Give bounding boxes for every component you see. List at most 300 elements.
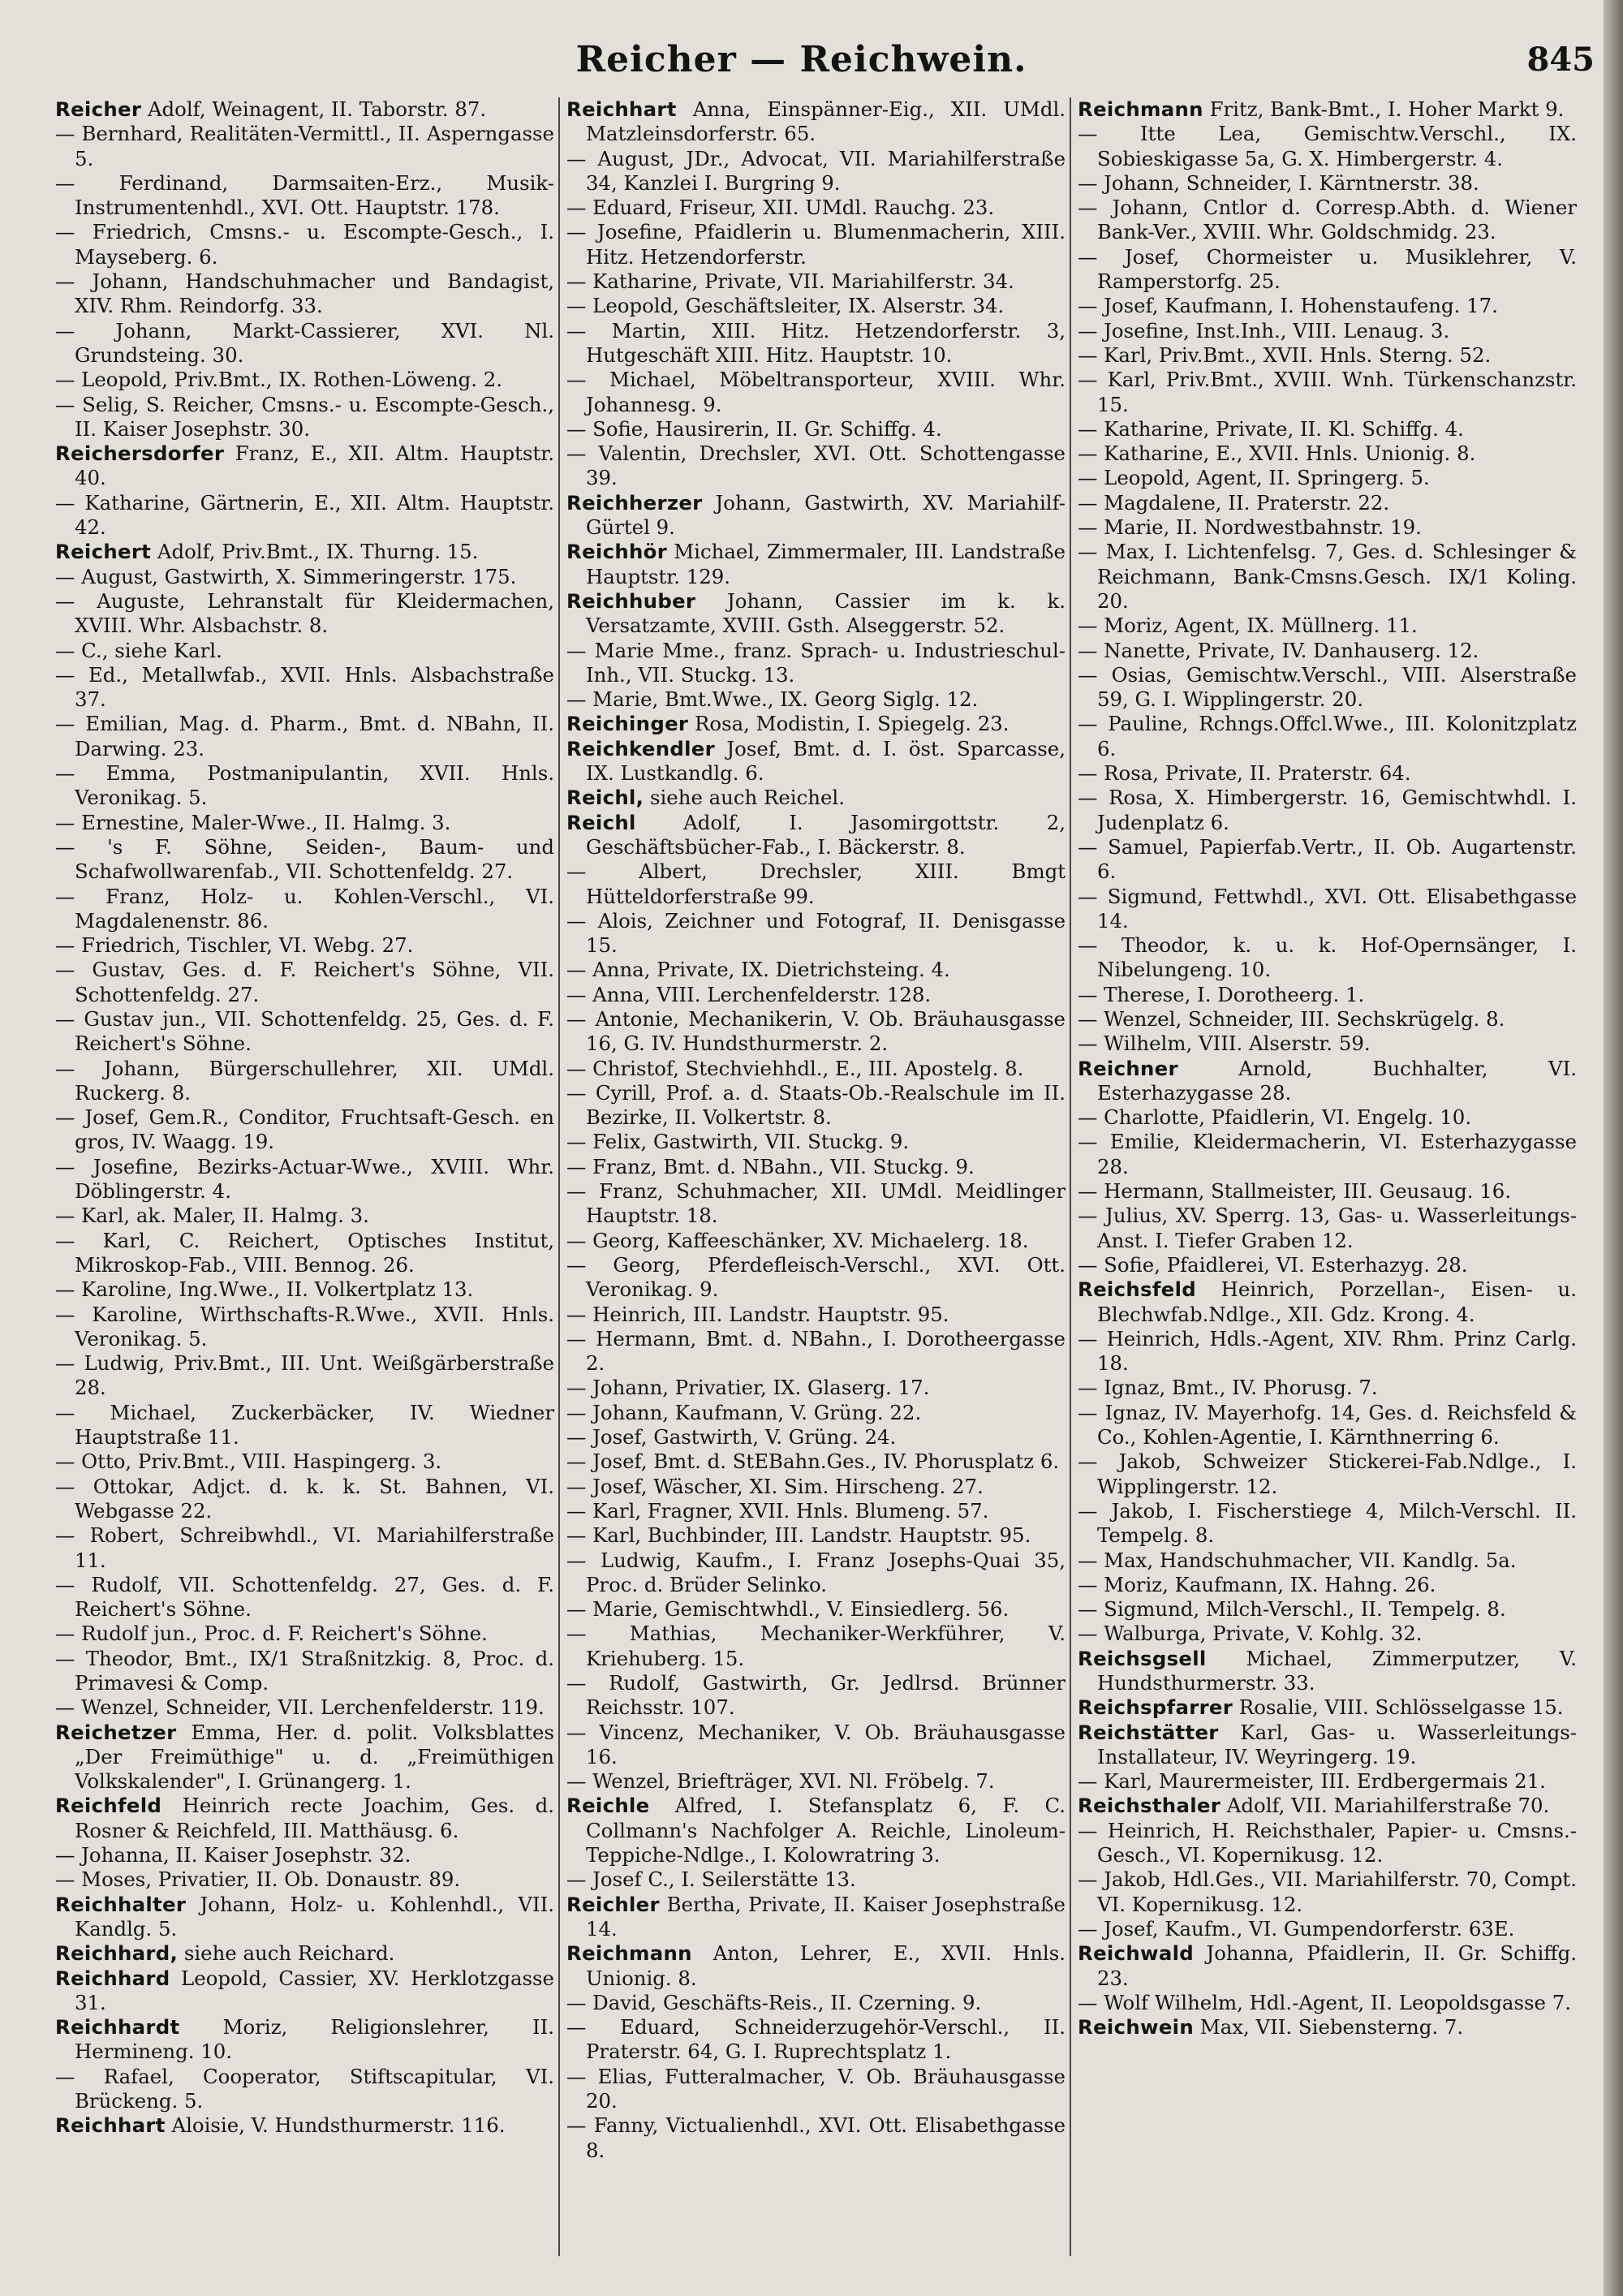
- entry-text: — Josefine, Inst.Inh., VIII. Lenaug. 3.: [1078, 318, 1450, 342]
- directory-entry: [1078, 614, 1577, 638]
- entry-text: — Johann, Schneider, I. Kärntnerstr. 38.: [1078, 170, 1479, 195]
- entry-text: — Katharine, E., XVII. Hnls. Unionig. 8.: [1078, 442, 1476, 466]
- entry-text: — Katharine, Private, VII. Mariahilferstr. 34.: [566, 269, 1014, 294]
- directory-entry: [1078, 294, 1577, 318]
- directory-entry: [566, 491, 1065, 541]
- entry-surname: Reichmann: [566, 1941, 692, 1966]
- entry-text: siehe auch Reichard.: [178, 1941, 395, 1966]
- entry-surname: Reichner: [1078, 1056, 1178, 1080]
- entry-text: — Samuel, Papierfab.Vertr., II. Ob. Augartenstr. 6.: [1078, 834, 1577, 884]
- directory-entry: [55, 2015, 554, 2065]
- entry-text: — Josefine, Pfaidlerin u. Blumenmacherin, XIII. Hitz. Hetzendorferstr.: [566, 220, 1065, 269]
- entry-text: — Johann, Kaufmann, V. Grüng. 22.: [566, 1400, 922, 1424]
- directory-entry: [1078, 417, 1577, 442]
- directory-columns: [55, 97, 1585, 2281]
- directory-entry: [1078, 319, 1577, 343]
- entry-surname: Reichkendler: [566, 736, 715, 760]
- directory-entry: [55, 1401, 554, 1450]
- entry-surname: Reichhuber: [566, 588, 696, 613]
- directory-entry: [1078, 1450, 1577, 1499]
- directory-entry: [1078, 171, 1577, 196]
- entry-text: — C., siehe Karl.: [55, 638, 222, 662]
- entry-text: — Otto, Priv.Bmt., VIII. Haspingerg. 3.: [55, 1450, 442, 1474]
- directory-entry: [566, 687, 1065, 712]
- directory-entry: [55, 269, 554, 319]
- entry-text: Adolf, Priv.Bmt., IX. Thurng. 15.: [151, 540, 479, 564]
- directory-entry: [55, 1721, 554, 1794]
- entry-text: — Rudolf jun., Proc. d. F. Reichert's Söhne.: [55, 1622, 488, 1646]
- entry-text: — Ludwig, Kaufm., I. Franz Josephs-Quai 35, Proc. d. Brüder Selinko.: [566, 1548, 1065, 1596]
- entry-text: — Josef, Kaufmann, I. Hohenstaufeng. 17.: [1078, 294, 1498, 318]
- directory-entry: [1078, 1573, 1577, 1597]
- entry-text: — Johann, Handschuhmacher und Bandagist, XIV. Rhm. Reindorfg. 33.: [55, 269, 554, 318]
- directory-entry: [566, 1327, 1065, 1376]
- entry-text: — Josefine, Bezirks-Actuar-Wwe., XVIII. Whr. Döblingerstr. 4.: [55, 1154, 554, 1204]
- entry-text: Rosalie, VIII. Schlösselgasse 15.: [1233, 1695, 1564, 1720]
- entry-text: — Wenzel, Schneider, III. Sechskrügelg. 8.: [1078, 1006, 1505, 1031]
- entry-text: — Josef, Gem.R., Conditor, Fruchtsaft-Gesch. en gros, IV. Waagg. 19.: [55, 1105, 554, 1154]
- entry-text: — Wolf Wilhelm, Hdl.-Agent, II. Leopoldsgasse 7.: [1078, 1990, 1571, 2014]
- entry-text: — Magdalene, II. Praterstr. 22.: [1078, 490, 1390, 515]
- directory-entry: [566, 1057, 1065, 1081]
- entry-surname: Reichersdorfer: [55, 442, 225, 466]
- entry-text: — Wenzel, Briefträger, XVI. Nl. Fröbelg. 7.: [566, 1769, 995, 1794]
- directory-entry: [1078, 491, 1577, 515]
- entry-text: — Ludwig, Priv.Bmt., III. Unt. Weißgärberstraße 28.: [55, 1351, 554, 1400]
- directory-entry: [55, 2113, 554, 2138]
- directory-entry: [55, 663, 554, 713]
- directory-entry: [55, 835, 554, 885]
- entry-text: — Moriz, Kaufmann, IX. Hahng. 26.: [1078, 1572, 1436, 1596]
- entry-text: — Karl, Priv.Bmt., XVII. Hnls. Sterng. 52.: [1078, 342, 1492, 367]
- entry-text: — Pauline, Rchngs.Offcl.Wwe., III. Kolonitzplatz 6.: [1078, 712, 1577, 760]
- directory-entry: [55, 1204, 554, 1228]
- entry-text: — Rosa, Private, II. Praterstr. 64.: [1078, 761, 1411, 786]
- entry-text: — Josef, Bmt. d. StEBahn.Ges., IV. Phorusplatz 6.: [566, 1450, 1060, 1474]
- directory-entry: [55, 2065, 554, 2114]
- entry-text: — Franz, Holz- u. Kohlen-Verschl., VI. Magdalenenstr. 86.: [55, 884, 554, 933]
- directory-entry: [566, 2015, 1065, 2065]
- entry-text: — Karoline, Ing.Wwe., II. Volkertplatz 13.: [55, 1277, 474, 1302]
- entry-text: — Johann, Cntlor d. Corresp.Abth. d. Wiener Bank-Ver., XVIII. Whr. Goldschmidg. 23.: [1078, 196, 1577, 244]
- directory-entry: [1078, 1695, 1577, 1720]
- directory-entry: [1078, 1597, 1577, 1622]
- entry-text: — Julius, XV. Sperrg. 13, Gas- u. Wasserleitungs-Anst. I. Tiefer Graben 12.: [1078, 1204, 1577, 1252]
- entry-text: — Sigmund, Milch-Verschl., II. Tempelg. 8.: [1078, 1597, 1506, 1622]
- directory-entry: [1078, 1057, 1577, 1106]
- directory-entry: [566, 589, 1065, 639]
- directory-entry: [1078, 1721, 1577, 1770]
- entry-text: — Sofie, Hausirerin, II. Gr. Schiffg. 4.: [566, 416, 942, 441]
- entry-surname: Reichhör: [566, 540, 668, 564]
- entry-text: — Moses, Privatier, II. Ob. Donaustr. 89.: [55, 1867, 461, 1892]
- entry-text: — Hermann, Bmt. d. NBahn., I. Dorotheergasse 2.: [566, 1326, 1065, 1376]
- entry-text: — Rafael, Cooperator, Stiftscapitular, VI. Brückeng. 5.: [55, 2064, 554, 2113]
- entry-text: — Josef, Kaufm., VI. Gumpendorferstr. 63E.: [1078, 1916, 1515, 1941]
- directory-entry: [1078, 1769, 1577, 1794]
- entry-text: — Heinrich, Hdls.-Agent, XIV. Rhm. Prinz Carlg. 18.: [1078, 1326, 1577, 1376]
- directory-entry: [55, 220, 554, 269]
- entry-surname: Reichler: [566, 1892, 660, 1916]
- directory-entry: [566, 1671, 1065, 1721]
- directory-entry: [1078, 933, 1577, 983]
- directory-entry: [566, 1007, 1065, 1057]
- directory-entry: [1078, 540, 1577, 614]
- directory-entry: [55, 1867, 554, 1892]
- column-1: [55, 97, 554, 2281]
- directory-entry: [55, 1155, 554, 1204]
- column-divider: [1070, 97, 1071, 2256]
- entry-text: — Georg, Kaffeeschänker, XV. Michaelerg. 18.: [566, 1228, 1029, 1252]
- directory-entry: [55, 639, 554, 663]
- directory-entry: [1078, 1499, 1577, 1549]
- entry-text: Adolf, Weinagent, II. Taborstr. 87.: [141, 97, 487, 121]
- directory-entry: [566, 712, 1065, 736]
- directory-entry: [1078, 2015, 1577, 2040]
- directory-entry: [566, 2113, 1065, 2163]
- entry-text: — Itte Lea, Gemischtw.Verschl., IX. Sobieskigasse 5a, G. X. Himbergerstr. 4.: [1078, 122, 1577, 170]
- directory-entry: [566, 1450, 1065, 1474]
- entry-text: — Josef, Gastwirth, V. Grüng. 24.: [566, 1425, 897, 1450]
- entry-text: — Karl, ak. Maler, II. Halmg. 3.: [55, 1204, 369, 1228]
- entry-surname: Reichsgsell: [1078, 1646, 1207, 1670]
- entry-text: Heinrich recte Joachim, Ges. d. Rosner & Reichfeld, III. Matthäusg. 6.: [75, 1794, 554, 1842]
- entry-text: — David, Geschäfts-Reis., II. Czerning. 9.: [566, 1990, 982, 2014]
- entry-text: — Heinrich, III. Landstr. Hauptstr. 95.: [566, 1302, 949, 1326]
- page-number: 845: [1526, 41, 1595, 79]
- directory-entry: [566, 1229, 1065, 1253]
- entry-text: Aloisie, V. Hundsthurmerstr. 116.: [165, 2113, 506, 2138]
- entry-text: — Ferdinand, Darmsaiten-Erz., Musik-Instrumentenhdl., XVI. Ott. Hauptstr. 178.: [55, 170, 554, 220]
- entry-text: — 's F. Söhne, Seiden-, Baum- und Schafwollwarenfab., VII. Schottenfeldg. 27.: [55, 834, 554, 884]
- entry-text: Bertha, Private, II. Kaiser Josephstraße 14.: [586, 1892, 1065, 1941]
- entry-text: — Osias, Gemischtw.Verschl., VIII. Alserstraße 59, G. I. Wipplingerstr. 20.: [1078, 662, 1577, 712]
- directory-entry: [1078, 515, 1577, 540]
- directory-entry: [566, 269, 1065, 294]
- page-header: [0, 39, 1603, 88]
- entry-text: — Friedrich, Cmsns.- u. Escompte-Gesch., I. Mayseberg. 6.: [55, 220, 554, 269]
- entry-text: — Anna, Private, IX. Dietrichsteing. 4.: [566, 958, 950, 982]
- directory-entry: [55, 319, 554, 368]
- directory-entry: [566, 1376, 1065, 1400]
- entry-surname: Reichwald: [1078, 1941, 1195, 1966]
- directory-entry: [55, 1450, 554, 1474]
- page-edge: [1604, 0, 1623, 2296]
- entry-text: Karl, Gas- u. Wasserleitungs-Installateur, IV. Weyringerg. 19.: [1097, 1720, 1577, 1768]
- entry-surname: Reichhard: [55, 1966, 170, 1990]
- entry-text: — Vincenz, Mechaniker, V. Ob. Bräuhausgasse 16.: [566, 1720, 1065, 1768]
- entry-text: — Hermann, Stallmeister, III. Geusaug. 16.: [1078, 1179, 1512, 1204]
- directory-entry: [566, 909, 1065, 958]
- entry-surname: Reichhart: [566, 97, 677, 121]
- entry-text: — Jakob, Hdl.Ges., VII. Mariahilferstr. 70, Compt. VI. Kopernikusg. 12.: [1078, 1867, 1577, 1916]
- directory-entry: [1078, 1401, 1577, 1450]
- entry-text: — Emilian, Mag. d. Pharm., Bmt. d. NBahn, II. Darwing. 23.: [55, 712, 554, 760]
- entry-text: — Eduard, Friseur, XII. UMdl. Rauchg. 23.: [566, 196, 995, 220]
- directory-entry: [1078, 639, 1577, 663]
- entry-surname: Reichmann: [1078, 97, 1203, 121]
- directory-entry: [55, 1277, 554, 1302]
- entry-text: — Valentin, Drechsler, XVI. Ott. Schottengasse 39.: [566, 442, 1065, 490]
- entry-text: — Bernhard, Realitäten-Vermittl., II. Asperngasse 5.: [55, 122, 554, 170]
- entry-text: — Leopold, Priv.Bmt., IX. Rothen-Löweng. 2.: [55, 368, 503, 392]
- directory-entry: [55, 540, 554, 564]
- entry-text: — Mathias, Mechaniker-Werkführer, V. Kriehuberg. 15.: [566, 1622, 1065, 1670]
- directory-entry: [1078, 1917, 1577, 1941]
- directory-entry: [55, 1475, 554, 1524]
- directory-entry: [1078, 1794, 1577, 1818]
- directory-entry: [566, 1499, 1065, 1523]
- entry-text: — Karl, Priv.Bmt., XVIII. Wnh. Türkenschanzstr. 15.: [1078, 368, 1577, 416]
- entry-text: Johanna, Pfaidlerin, II. Gr. Schiffg. 23.: [1097, 1941, 1577, 1990]
- directory-entry: [566, 417, 1065, 442]
- entry-text: — Jakob, Schweizer Stickerei-Fab.Ndlge., I. Wipplingerstr. 12.: [1078, 1450, 1577, 1498]
- directory-entry: [566, 1303, 1065, 1327]
- directory-entry: [55, 761, 554, 811]
- directory-entry: [55, 1007, 554, 1057]
- entry-surname: Reichl,: [566, 786, 644, 810]
- entry-surname: Reichhalter: [55, 1892, 187, 1916]
- directory-entry: [566, 1622, 1065, 1671]
- entry-surname: Reichfeld: [55, 1794, 162, 1818]
- directory-entry: [1078, 1867, 1577, 1917]
- entry-text: — Sofie, Pfaidlerei, VI. Esterhazyg. 28.: [1078, 1252, 1468, 1277]
- entry-text: — Max, Handschuhmacher, VII. Kandlg. 5a.: [1078, 1548, 1517, 1572]
- directory-entry: [1078, 442, 1577, 466]
- directory-entry: [566, 540, 1065, 589]
- entry-text: — Karl, Maurermeister, III. Erdbergermais 21.: [1078, 1769, 1546, 1794]
- directory-entry: [55, 1893, 554, 1942]
- directory-entry: [55, 1843, 554, 1867]
- directory-entry: [55, 97, 554, 122]
- entry-text: — Karl, Buchbinder, III. Landstr. Hauptstr. 95.: [566, 1523, 1031, 1548]
- directory-entry: [1078, 368, 1577, 417]
- directory-entry: [55, 1794, 554, 1843]
- directory-entry: [1078, 1647, 1577, 1696]
- entry-surname: Reichl: [566, 810, 636, 834]
- entry-text: — Sigmund, Fettwhdl., XVI. Ott. Elisabethgasse 14.: [1078, 884, 1577, 933]
- entry-text: — Emilie, Kleidermacherin, VI. Esterhazygasse 28.: [1078, 1130, 1577, 1178]
- entry-text: — Georg, Pferdefleisch-Verschl., XVI. Ott. Veronikag. 9.: [566, 1252, 1065, 1302]
- entry-text: — Friedrich, Tischler, VI. Webg. 27.: [55, 933, 414, 958]
- directory-entry: [566, 859, 1065, 909]
- entry-text: Adolf, VII. Mariahilferstraße 70.: [1220, 1794, 1550, 1818]
- directory-entry: [55, 1647, 554, 1696]
- running-head: Reicher — Reichwein.: [575, 39, 1027, 80]
- entry-surname: Reichhard,: [55, 1941, 179, 1966]
- directory-entry: [566, 442, 1065, 491]
- entry-text: — Josef, Wäscher, XI. Sim. Hirscheng. 27.: [566, 1474, 984, 1498]
- directory-entry: [1078, 245, 1577, 295]
- directory-entry: [566, 1523, 1065, 1548]
- directory-entry: [566, 1794, 1065, 1867]
- directory-entry: [55, 1695, 554, 1720]
- directory-entry: [566, 1769, 1065, 1794]
- directory-entry: [1078, 122, 1577, 171]
- entry-text: — Franz, Bmt. d. NBahn., VII. Stuckg. 9.: [566, 1154, 975, 1178]
- entry-text: — Johann, Markt-Cassierer, XVI. Nl. Grundsteing. 30.: [55, 318, 554, 367]
- entry-text: — Katharine, Gärtnerin, E., XII. Altm. Hauptstr. 42.: [55, 490, 554, 540]
- entry-surname: Reichinger: [566, 712, 689, 736]
- entry-text: — Jakob, I. Fischerstiege 4, Milch-Verschl. II. Tempelg. 8.: [1078, 1498, 1577, 1548]
- entry-text: — Walburga, Private, V. Kohlg. 32.: [1078, 1622, 1423, 1646]
- directory-entry: [566, 147, 1065, 196]
- entry-text: Heinrich, Porzellan-, Eisen- u. Blechwfab.Ndlge., XII. Gdz. Krong. 4.: [1097, 1277, 1577, 1326]
- directory-entry: [55, 1622, 554, 1646]
- directory-entry: [1078, 761, 1577, 786]
- entry-text: — Johanna, II. Kaiser Josephstr. 32.: [55, 1843, 411, 1867]
- entry-text: — Selig, S. Reicher, Cmsns.- u. Escompte-Gesch., II. Kaiser Josephstr. 30.: [55, 392, 554, 441]
- directory-entry: [55, 1057, 554, 1106]
- entry-text: — Therese, I. Dorotheerg. 1.: [1078, 982, 1365, 1006]
- directory-entry: [55, 1523, 554, 1573]
- directory-entry: [1078, 1253, 1577, 1277]
- entry-text: — Albert, Drechsler, XIII. Bmgt Hütteldorferstraße 99.: [566, 859, 1065, 908]
- entry-text: Anton, Lehrer, E., XVII. Hnls. Unionig. 8.: [586, 1941, 1065, 1990]
- entry-text: — Marie, Bmt.Wwe., IX. Georg Siglg. 12.: [566, 687, 979, 712]
- entry-text: — Elias, Futteralmacher, V. Ob. Bräuhausgasse 20.: [566, 2064, 1065, 2113]
- directory-entry: [55, 171, 554, 221]
- directory-entry: [566, 639, 1065, 688]
- entry-surname: Reichhardt: [55, 2015, 180, 2040]
- directory-entry: [566, 1401, 1065, 1425]
- directory-entry: [55, 1941, 554, 1966]
- directory-entry: [1078, 97, 1577, 122]
- entry-text: — Auguste, Lehranstalt für Kleidermachen, XVIII. Whr. Alsbachstr. 8.: [55, 588, 554, 638]
- entry-text: — Ignaz, IV. Mayerhofg. 14, Ges. d. Reichsfeld & Co., Kohlen-Agentie, I. Kärnthnerring 6.: [1078, 1400, 1577, 1450]
- entry-text: — Nanette, Private, IV. Danhauserg. 12.: [1078, 638, 1479, 662]
- directory-entry: [55, 1966, 554, 2016]
- directory-entry: [1078, 786, 1577, 835]
- entry-surname: Reichle: [566, 1794, 650, 1818]
- directory-entry: [55, 491, 554, 541]
- directory-entry: [1078, 1277, 1577, 1327]
- entry-text: — Johann, Bürgerschullehrer, XII. UMdl. Ruckerg. 8.: [55, 1056, 554, 1105]
- directory-entry: [566, 1130, 1065, 1154]
- directory-entry: [55, 933, 554, 958]
- directory-entry: [55, 442, 554, 491]
- entry-text: Michael, Zimmerputzer, V. Hundsthurmerstr. 33.: [1097, 1646, 1577, 1695]
- directory-entry: [1078, 1622, 1577, 1646]
- entry-text: — Heinrich, H. Reichsthaler, Papier- u. Cmsns.-Gesch., VI. Kopernikusg. 12.: [1078, 1818, 1577, 1867]
- entry-text: — Theodor, Bmt., IX/1 Straßnitzkig. 8, Proc. d. Primavesi & Comp.: [55, 1646, 554, 1695]
- entry-surname: Reichert: [55, 540, 152, 564]
- directory-entry: [55, 712, 554, 761]
- directory-entry: [55, 885, 554, 934]
- entry-text: siehe auch Reichel.: [644, 786, 845, 810]
- directory-entry: [1078, 196, 1577, 245]
- directory-entry: [566, 1597, 1065, 1622]
- entry-text: — Marie Mme., franz. Sprach- u. Industrieschul-Inh., VII. Stuckg. 13.: [566, 638, 1065, 687]
- entry-surname: Reichsthaler: [1078, 1794, 1221, 1818]
- directory-entry: [566, 811, 1065, 860]
- directory-entry: [1078, 1007, 1577, 1032]
- entry-surname: Reichherzer: [566, 490, 703, 515]
- directory-entry: [566, 1179, 1065, 1229]
- directory-entry: [55, 122, 554, 171]
- entry-text: Emma, Her. d. polit. Volksblattes „Der Freimüthige" u. d. „Freimüthigen Volkskalender", I. Grünangerg. 1.: [75, 1720, 554, 1794]
- entry-text: — Karl, C. Reichert, Optisches Institut, Mikroskop-Fab., VIII. Bennog. 26.: [55, 1228, 554, 1277]
- entry-text: Rosa, Modistin, I. Spiegelg. 23.: [688, 712, 1010, 736]
- directory-entry: [566, 1941, 1065, 1991]
- entry-text: Adolf, I. Jasomirgottstr. 2, Geschäftsbücher-Fab., I. Bäckerstr. 8.: [586, 810, 1065, 859]
- directory-entry: [55, 958, 554, 1007]
- directory-entry: [1078, 1204, 1577, 1253]
- entry-text: — Marie, II. Nordwestbahnstr. 19.: [1078, 515, 1422, 540]
- entry-text: Johann, Holz- u. Kohlenhdl., VII. Kandlg. 5.: [75, 1892, 554, 1941]
- entry-text: — Ed., Metallwfab., XVII. Hnls. Alsbachstraße 37.: [55, 662, 554, 712]
- directory-entry: [55, 1573, 554, 1622]
- entry-surname: Reichsfeld: [1078, 1277, 1196, 1302]
- directory-entry: [55, 393, 554, 442]
- entry-text: — Katharine, Private, II. Kl. Schiffg. 4.: [1078, 416, 1464, 441]
- entry-text: Max, VII. Siebensterng. 7.: [1194, 2015, 1464, 2040]
- directory-entry: [1078, 835, 1577, 885]
- entry-text: — Marie, Gemischtwhdl., V. Einsiedlerg. 56.: [566, 1597, 1010, 1622]
- directory-entry: [55, 589, 554, 639]
- directory-entry: [566, 1867, 1065, 1892]
- entry-surname: Reichspfarrer: [1078, 1695, 1233, 1720]
- entry-text: — Martin, XIII. Hitz. Hetzendorferstr. 3, Hutgeschäft XIII. Hitz. Hauptstr. 10.: [566, 318, 1065, 367]
- entry-text: — Leopold, Agent, II. Springerg. 5.: [1078, 466, 1430, 490]
- directory-entry: [55, 565, 554, 589]
- entry-text: — Eduard, Schneiderzugehör-Verschl., II. Praterstr. 64, G. I. Ruprechtsplatz 1.: [566, 2015, 1065, 2064]
- directory-entry: [55, 368, 554, 392]
- directory-entry: [1078, 885, 1577, 934]
- directory-entry: [566, 1425, 1065, 1450]
- entry-text: — Franz, Schuhmacher, XII. UMdl. Meidlinger Hauptstr. 18.: [566, 1179, 1065, 1228]
- directory-entry: [1078, 663, 1577, 713]
- entry-text: — Rudolf, VII. Schottenfeldg. 27, Ges. d. F. Reichert's Söhne.: [55, 1572, 554, 1622]
- directory-entry: [566, 319, 1065, 368]
- directory-entry: [566, 1081, 1065, 1131]
- entry-text: — Johann, Privatier, IX. Glaserg. 17.: [566, 1376, 930, 1400]
- entry-text: — Gustav jun., VII. Schottenfeldg. 25, Ges. d. F. Reichert's Söhne.: [55, 1006, 554, 1056]
- directory-entry: [566, 958, 1065, 982]
- entry-text: Moriz, Religionslehrer, II. Hermineng. 10.: [75, 2015, 554, 2064]
- entry-text: — Cyrill, Prof. a. d. Staats-Ob.-Realschule im II. Bezirke, II. Volkertstr. 8.: [566, 1080, 1065, 1130]
- directory-entry: [566, 196, 1065, 220]
- entry-surname: Reichwein: [1078, 2015, 1195, 2040]
- entry-text: — Christof, Stechviehhdl., E., III. Apostelg. 8.: [566, 1056, 1024, 1080]
- entry-text: — August, Gastwirth, X. Simmeringerstr. 175.: [55, 564, 517, 588]
- entry-text: — Max, I. Lichtenfelsg. 7, Ges. d. Schlesinger & Reichmann, Bank-Cmsns.Gesch. IX/1 Koling. 20.: [1078, 540, 1577, 613]
- directory-entry: [566, 1991, 1065, 2015]
- directory-entry: [566, 1475, 1065, 1499]
- entry-text: — Anna, VIII. Lerchenfelderstr. 128.: [566, 982, 932, 1006]
- directory-entry: [1078, 1179, 1577, 1204]
- directory-entry: [55, 811, 554, 835]
- entry-surname: Reichetzer: [55, 1720, 177, 1744]
- column-divider: [558, 97, 560, 2256]
- entry-text: — Ottokar, Adjct. d. k. k. St. Bahnen, VI. Webgasse 22.: [55, 1474, 554, 1523]
- directory-entry: [566, 1721, 1065, 1770]
- entry-text: Alfred, I. Stefansplatz 6, F. C. Collmann's Nachfolger A. Reichle, Linoleum-Teppiche-Ndlge., I. Kolowratring 3.: [586, 1794, 1065, 1867]
- directory-entry: [1078, 1376, 1577, 1400]
- directory-entry: [566, 737, 1065, 786]
- directory-entry: [55, 1105, 554, 1155]
- entry-text: — Fanny, Victualienhdl., XVI. Ott. Elisabethgasse 8.: [566, 2113, 1065, 2162]
- entry-text: Johann, Cassier im k. k. Versatzamte, XVIII. Gsth. Alseggerstr. 52.: [586, 588, 1065, 638]
- directory-entry: [566, 1253, 1065, 1303]
- directory-entry: [566, 368, 1065, 417]
- directory-entry: [566, 220, 1065, 269]
- directory-entry: [566, 1155, 1065, 1179]
- entry-text: Fritz, Bank-Bmt., I. Hoher Markt 9.: [1203, 97, 1565, 121]
- entry-text: — Moriz, Agent, IX. Müllnerg. 11.: [1078, 614, 1418, 638]
- directory-entry: [1078, 343, 1577, 368]
- entry-text: — Wilhelm, VIII. Alserstr. 59.: [1078, 1032, 1371, 1056]
